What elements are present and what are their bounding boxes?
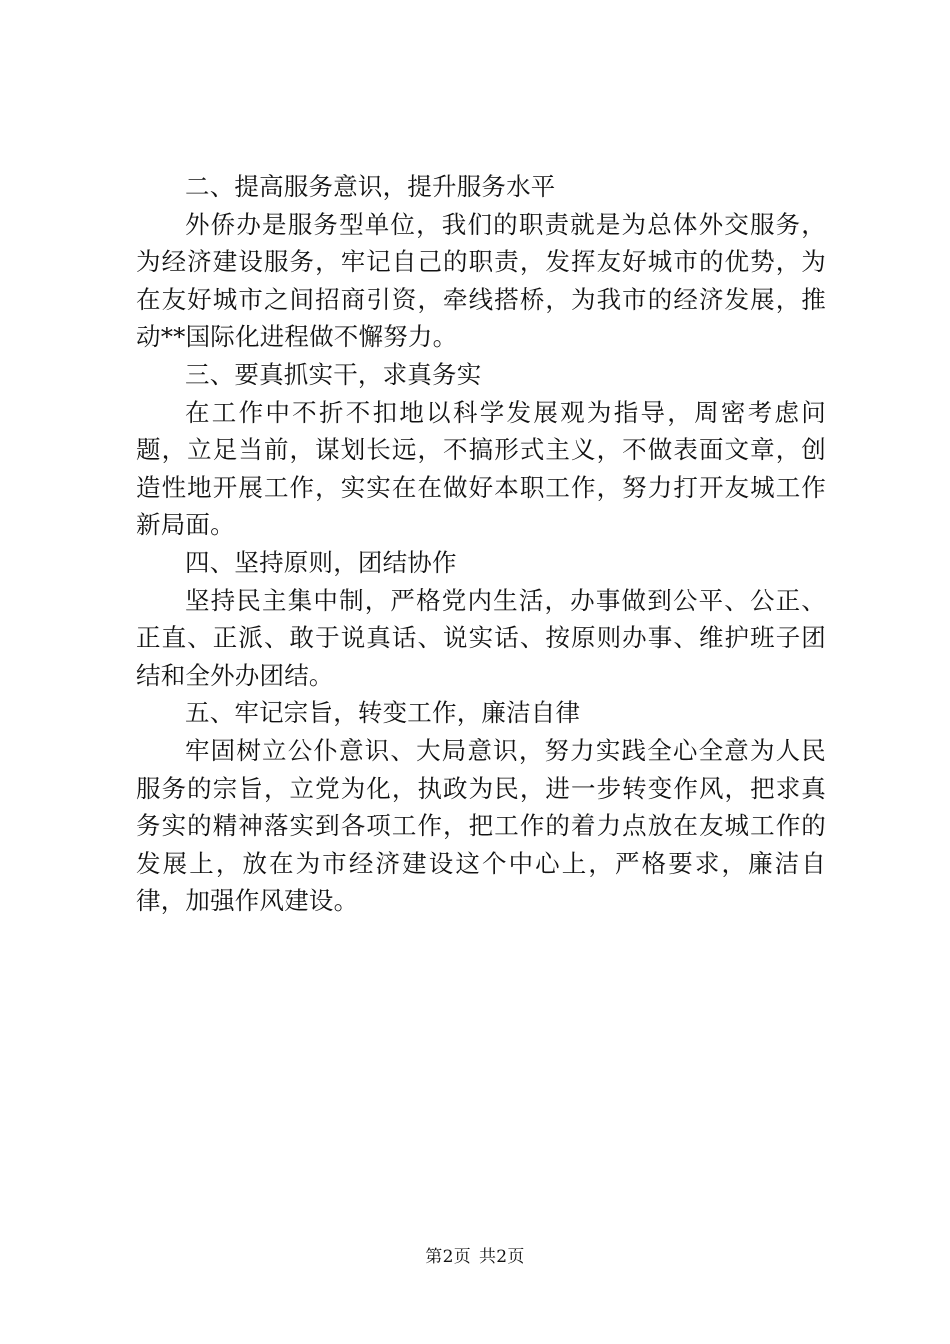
section-paragraph: 牢固树立公仆意识、大局意识，努力实践全心全意为人民服务的宗旨，立党为化，执政为民，进一步转变作风，把求真务实的精神落实到各项工作，把工作的着力点放在友城工作的发展上，放在为市经济建设这个中心上，严格要求，廉洁自律，加强作风建设。 [136,735,826,916]
section-paragraph: 在工作中不折不扣地以科学发展观为指导，周密考虑问题，立足当前，谋划长远，不搞形式主义，不做表面文章，创造性地开展工作，实实在在做好本职工作，努力打开友城工作新局面。 [136,397,826,540]
page-total: 共2页 [479,1247,525,1267]
section-heading: 四、坚持原则，团结协作 [185,547,457,577]
document-body [136,168,826,920]
page-footer [0,1242,950,1267]
section-heading: 五、牢记宗旨，转变工作，廉洁自律 [185,698,581,728]
section-heading: 二、提高服务意识，提升服务水平 [185,172,556,201]
section-heading: 三、要真抓实干，求真务实 [185,359,482,389]
section-paragraph: 外侨办是服务型单位，我们的职责就是为总体外交服务，为经济建设服务，牢记自己的职责，发挥友好城市的优势，为在友好城市之间招商引资，牵线搭桥，为我市的经济发展，推动**国际化进程做不懈努力。 [136,209,826,352]
page-number: 第2页 [425,1247,471,1267]
section-paragraph: 坚持民主集中制，严格党内生活，办事做到公平、公正、正直、正派、敢于说真话、说实话、按原则办事、维护班子团结和全外办团结。 [136,585,826,690]
